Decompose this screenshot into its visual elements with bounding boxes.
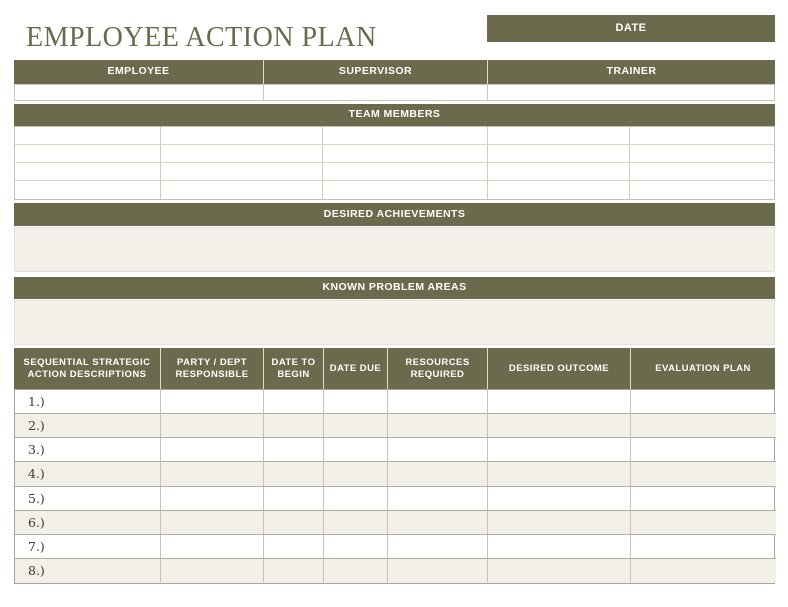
team-member-cell[interactable] (488, 181, 630, 199)
row-number: 8.) (15, 559, 161, 583)
trainer-input-cell[interactable] (487, 85, 774, 100)
row-number: 3.) (15, 438, 161, 461)
action-table-body (14, 389, 775, 584)
action-cell[interactable] (488, 390, 631, 413)
action-cell[interactable] (388, 511, 488, 534)
row-number: 1.) (15, 390, 161, 413)
action-cell[interactable] (631, 462, 776, 485)
action-cell[interactable] (264, 438, 324, 461)
team-member-cell[interactable] (15, 181, 161, 199)
known-problem-areas-header: KNOWN PROBLEM AREAS (14, 277, 775, 299)
header-resources-required: RESOURCES REQUIRED (387, 348, 487, 389)
team-member-cell[interactable] (161, 181, 323, 199)
action-cell[interactable] (388, 559, 488, 583)
action-cell[interactable] (264, 390, 324, 413)
action-cell[interactable] (324, 487, 388, 510)
action-cell[interactable] (388, 487, 488, 510)
action-row (15, 511, 776, 535)
action-cell[interactable] (161, 487, 264, 510)
employee-header: EMPLOYEE (107, 65, 170, 78)
row-number: 4.) (15, 462, 161, 485)
employee-input-cell[interactable] (15, 85, 263, 100)
action-cell[interactable] (161, 559, 264, 583)
date-header: DATE (487, 15, 775, 42)
row-number: 6.) (15, 511, 161, 534)
row-number: 5.) (15, 487, 161, 510)
desired-achievements-header: DESIRED ACHIEVEMENTS (14, 203, 775, 226)
supervisor-input-cell[interactable] (263, 85, 486, 100)
team-member-cell[interactable] (488, 163, 630, 181)
header-date-to-begin: DATE TO BEGIN (263, 348, 323, 389)
row-number: 2.) (15, 414, 161, 437)
action-cell[interactable] (388, 414, 488, 437)
action-cell[interactable] (488, 535, 631, 558)
trainer-header: TRAINER (487, 60, 775, 84)
team-member-cell[interactable] (323, 127, 488, 145)
action-cell[interactable] (631, 559, 776, 583)
action-cell[interactable] (488, 559, 631, 583)
action-cell[interactable] (264, 414, 324, 437)
team-member-cell[interactable] (161, 145, 323, 163)
action-cell[interactable] (631, 414, 776, 437)
supervisor-header: SUPERVISOR (263, 60, 487, 84)
action-cell[interactable] (488, 462, 631, 485)
team-members-grid (14, 126, 775, 200)
action-cell[interactable] (324, 414, 388, 437)
top-input-row (14, 84, 775, 101)
action-cell[interactable] (631, 487, 776, 510)
action-cell[interactable] (324, 438, 388, 461)
action-row (15, 390, 776, 414)
action-cell[interactable] (488, 511, 631, 534)
team-member-cell[interactable] (630, 181, 774, 199)
team-member-cell[interactable] (161, 127, 323, 145)
header-date-due: DATE DUE (323, 348, 387, 389)
page-title: EMPLOYEE ACTION PLAN (26, 22, 377, 53)
action-cell[interactable] (324, 462, 388, 485)
action-cell[interactable] (324, 511, 388, 534)
header-evaluation-plan: EVALUATION PLAN (630, 348, 775, 389)
team-member-cell[interactable] (323, 181, 488, 199)
team-member-cell[interactable] (488, 145, 630, 163)
action-cell[interactable] (631, 438, 776, 461)
team-members-header: TEAM MEMBERS (14, 104, 775, 126)
action-row (15, 487, 776, 511)
action-table-header-row (14, 348, 775, 389)
top-header-row (14, 60, 775, 84)
action-cell[interactable] (264, 559, 324, 583)
header-desired-outcome: DESIRED OUTCOME (487, 348, 630, 389)
action-cell[interactable] (264, 535, 324, 558)
action-cell[interactable] (631, 390, 776, 413)
team-member-cell[interactable] (630, 163, 774, 181)
action-cell[interactable] (488, 487, 631, 510)
action-cell[interactable] (388, 390, 488, 413)
action-row (15, 462, 776, 486)
action-cell[interactable] (161, 390, 264, 413)
team-member-cell[interactable] (630, 145, 774, 163)
team-member-cell[interactable] (15, 145, 161, 163)
team-member-cell[interactable] (161, 163, 323, 181)
team-member-cell[interactable] (323, 145, 488, 163)
action-row (15, 559, 776, 583)
action-cell[interactable] (488, 438, 631, 461)
action-cell[interactable] (264, 487, 324, 510)
action-cell[interactable] (161, 511, 264, 534)
header-action-descriptions: SEQUENTIAL STRATEGIC ACTION DESCRIPTIONS (23, 356, 151, 380)
desired-achievements-input[interactable] (14, 227, 775, 272)
team-member-cell[interactable] (15, 163, 161, 181)
action-cell[interactable] (488, 414, 631, 437)
action-row (15, 438, 776, 462)
action-cell[interactable] (324, 390, 388, 413)
action-cell[interactable] (324, 559, 388, 583)
action-cell[interactable] (388, 462, 488, 485)
known-problem-areas-input[interactable] (14, 300, 775, 345)
team-member-cell[interactable] (15, 127, 161, 145)
action-row (15, 535, 776, 559)
action-cell[interactable] (631, 511, 776, 534)
action-cell[interactable] (161, 462, 264, 485)
action-cell[interactable] (388, 438, 488, 461)
header-party-dept: PARTY / DEPT RESPONSIBLE (160, 348, 263, 389)
row-number: 7.) (15, 535, 161, 558)
action-cell[interactable] (324, 535, 388, 558)
action-cell[interactable] (264, 462, 324, 485)
action-cell[interactable] (161, 535, 264, 558)
team-member-cell[interactable] (323, 163, 488, 181)
action-cell[interactable] (631, 535, 776, 558)
team-member-cell[interactable] (488, 127, 630, 145)
action-cell[interactable] (161, 414, 264, 437)
action-cell[interactable] (264, 511, 324, 534)
action-cell[interactable] (388, 535, 488, 558)
team-member-cell[interactable] (630, 127, 774, 145)
action-row (15, 414, 776, 438)
action-cell[interactable] (161, 438, 264, 461)
